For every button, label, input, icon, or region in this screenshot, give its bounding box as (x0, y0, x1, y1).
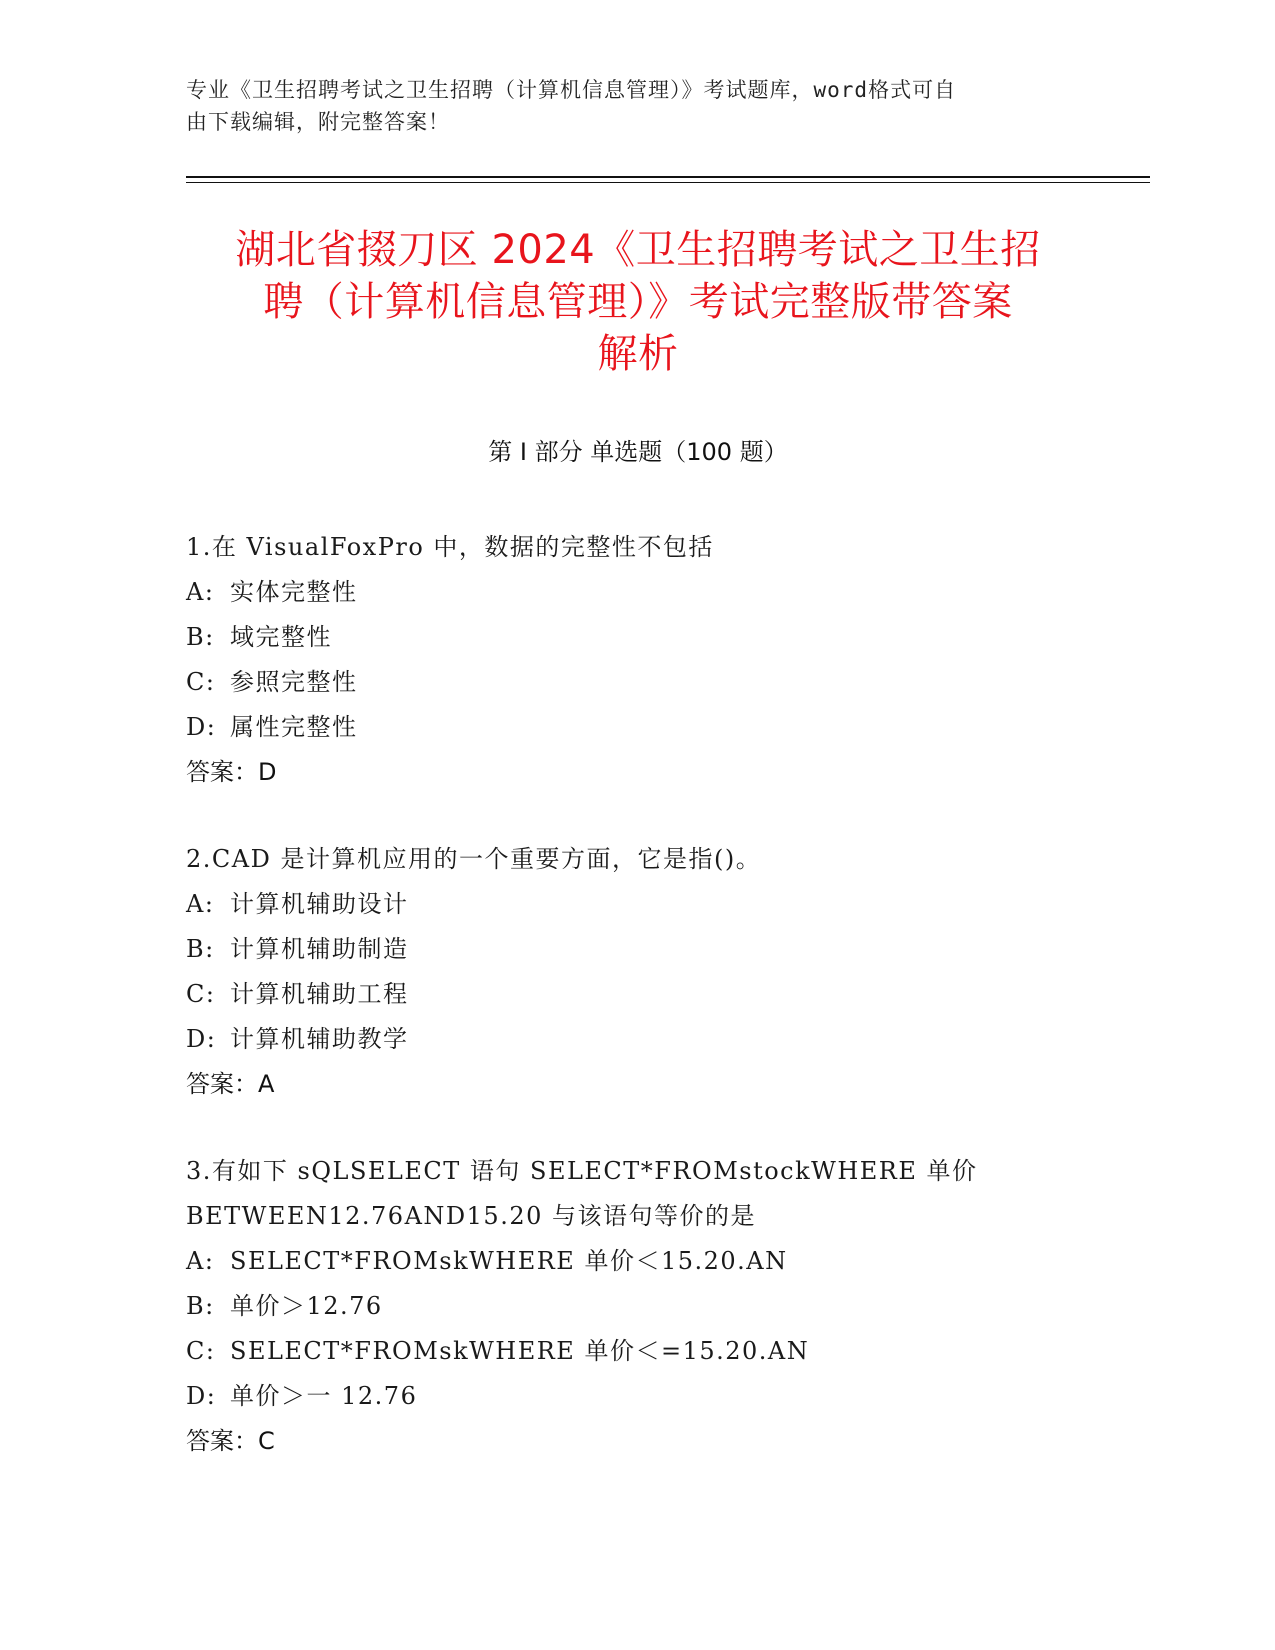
answer-line: 答案：C (186, 1427, 275, 1455)
option-d (186, 1374, 1086, 1419)
option-a (186, 570, 1086, 615)
header-divider-thick (186, 176, 1150, 178)
option-text: 参照完整性 (230, 668, 358, 696)
option-letter: C: (186, 980, 216, 1008)
title-line-2: 聘（计算机信息管理）》考试完整版带答案 (263, 279, 1013, 325)
option-d (186, 705, 1086, 750)
option-text: SELECT*FROMskWHERE 单价＜15.20.AN (230, 1247, 788, 1275)
option-letter: A: (186, 890, 215, 918)
question-3 (186, 1149, 1086, 1464)
header-note (186, 74, 1066, 138)
option-text: 属性完整性 (230, 713, 358, 741)
header-note-line-1: 专业《卫生招聘考试之卫生招聘（计算机信息管理）》考试题库，word格式可自 (186, 78, 957, 102)
question-stem: 2.CAD 是计算机应用的一个重要方面，它是指()。 (186, 845, 762, 873)
option-c (186, 660, 1086, 705)
option-c (186, 972, 1086, 1017)
option-letter: D: (186, 713, 217, 741)
option-b (186, 615, 1086, 660)
option-b (186, 927, 1086, 972)
header-note-line-2: 由下载编辑，附完整答案！ (186, 110, 450, 134)
option-a (186, 882, 1086, 927)
option-letter: A: (186, 578, 215, 606)
section-heading: 第 I 部分 单选题（100 题） (488, 438, 788, 466)
option-letter: C: (186, 668, 216, 696)
option-letter: C: (186, 1337, 216, 1365)
answer-line: 答案：A (186, 1070, 275, 1098)
option-text: 实体完整性 (230, 578, 358, 606)
option-letter: D: (186, 1382, 217, 1410)
question-2 (186, 837, 1086, 1107)
option-text: 计算机辅助设计 (230, 890, 409, 918)
header-divider-thin (186, 182, 1150, 183)
option-d (186, 1017, 1086, 1062)
option-a (186, 1239, 1086, 1284)
document-title (186, 224, 1090, 380)
option-text: SELECT*FROMskWHERE 单价＜=15.20.AN (230, 1337, 810, 1365)
option-text: 计算机辅助教学 (230, 1025, 409, 1053)
option-text: 计算机辅助工程 (230, 980, 409, 1008)
option-letter: B: (186, 1292, 215, 1320)
option-letter: D: (186, 1025, 217, 1053)
option-letter: B: (186, 623, 215, 651)
option-letter: B: (186, 935, 215, 963)
option-c (186, 1329, 1086, 1374)
title-line-1: 湖北省掇刀区 2024《卫生招聘考试之卫生招 (235, 227, 1041, 273)
question-stem: 3.有如下 sQLSELECT 语句 SELECT*FROMstockWHERE 单价 (186, 1157, 978, 1185)
option-text: 单价＞一 12.76 (230, 1382, 418, 1410)
answer-line: 答案：D (186, 758, 277, 786)
question-list (186, 525, 1086, 1506)
option-text: 计算机辅助制造 (230, 935, 409, 963)
option-text: 单价＞12.76 (230, 1292, 383, 1320)
option-text: 域完整性 (230, 623, 332, 651)
option-letter: A: (186, 1247, 215, 1275)
question-stem: 1.在 VisualFoxPro 中，数据的完整性不包括 (186, 533, 714, 561)
option-b (186, 1284, 1086, 1329)
question-1 (186, 525, 1086, 795)
title-line-3: 解析 (597, 331, 679, 377)
question-stem-continued: BETWEEN12.76AND15.20 与该语句等价的是 (186, 1202, 756, 1230)
